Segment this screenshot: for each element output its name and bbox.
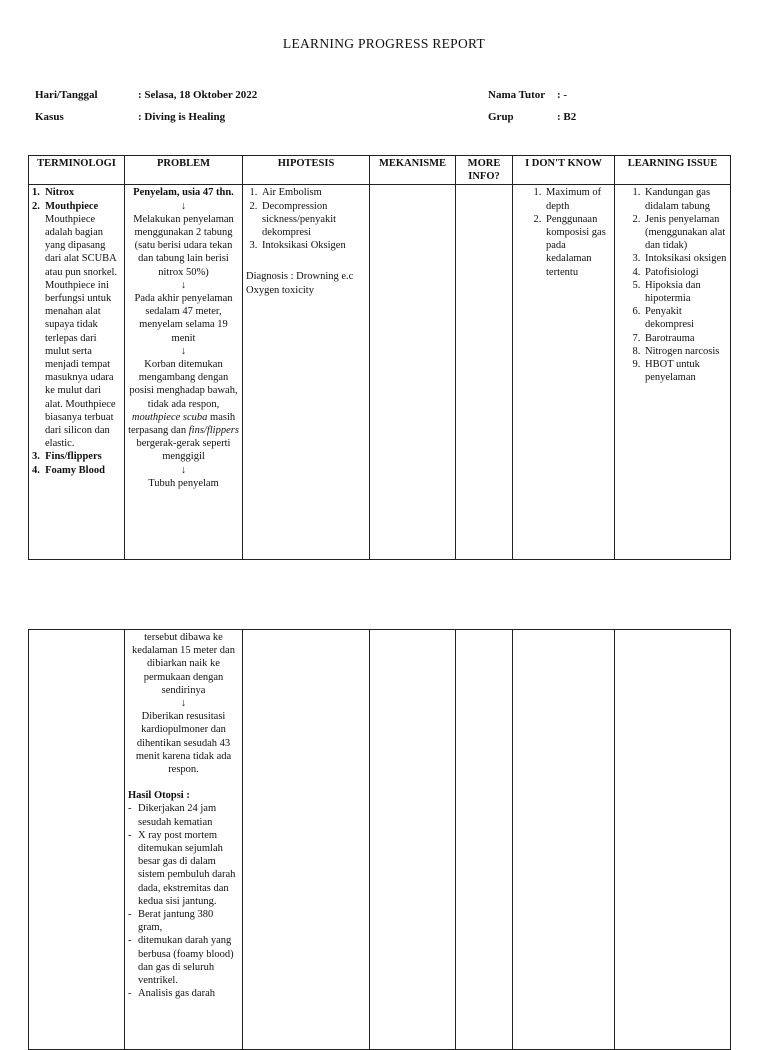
idk-item: 2. Penggunaan komposisi gas pada kedalaman tertentu bbox=[544, 213, 611, 279]
term-foamy-blood: Foamy Blood bbox=[45, 464, 105, 476]
group-label: Grup bbox=[488, 111, 514, 123]
term-mouthpiece: Mouthpiece bbox=[45, 200, 99, 212]
report-title: LEARNING PROGRESS REPORT bbox=[282, 36, 486, 51]
learning-issue-list bbox=[618, 186, 727, 384]
hipotesis-item: 2. Decompression sickness/penyakit dekompresi bbox=[260, 200, 366, 240]
hipotesis-item: 1. Air Embolism bbox=[260, 186, 366, 199]
arrow-down-icon: ↓ bbox=[180, 464, 187, 476]
learning-issue-item: 6. Penyakit dekompresi bbox=[643, 305, 727, 331]
idk-cell-cont bbox=[513, 630, 615, 1050]
header-more-info: MORE INFO? bbox=[456, 156, 513, 185]
mekanisme-cell-cont bbox=[370, 630, 456, 1050]
problem-cell bbox=[125, 185, 243, 560]
learning-issue-cell-cont bbox=[615, 630, 731, 1050]
header-problem: PROBLEM bbox=[125, 156, 243, 185]
case-value: : Diving is Healing bbox=[138, 111, 226, 123]
header-i-dont-know: I DON'T KNOW bbox=[513, 156, 615, 185]
header-mekanisme: MEKANISME bbox=[370, 156, 456, 185]
problem-5: Tubuh penyelam bbox=[148, 477, 219, 489]
case-label: Kasus bbox=[35, 111, 64, 123]
header-hipotesis: HIPOTESIS bbox=[243, 156, 370, 185]
header-terminologi: TERMINOLOGI bbox=[29, 156, 125, 185]
progress-table-page-1 bbox=[28, 155, 731, 560]
problem-2: Melakukan penyelaman menggunakan 2 tabung (satu berisi udara tekan dan tabung lain berisi nitrox 50%) bbox=[133, 213, 234, 278]
autopsy-list bbox=[128, 802, 239, 1000]
learning-issue-item: 1. Kandungan gas didalam tabung bbox=[643, 186, 727, 212]
day-label: Hari/Tanggal bbox=[35, 89, 98, 101]
autopsy-item: - Berat jantung 380 gram, bbox=[128, 908, 239, 934]
autopsy-item: - ditemukan darah yang berbusa (foamy blood) dan gas di seluruh ventrikel. bbox=[128, 934, 239, 987]
diagnosis-text: Diagnosis : Drowning e.c Oxygen toxicity bbox=[246, 271, 354, 296]
term-fins: Fins/flippers bbox=[45, 451, 102, 463]
learning-issue-item: 2. Jenis penyelaman (menggunakan alat dan tidak) bbox=[643, 213, 727, 253]
learning-issue-item: 5. Hipoksia dan hipotermia bbox=[643, 279, 727, 305]
problem-1: Penyelam, usia 47 thn. bbox=[133, 187, 234, 199]
idk-list bbox=[516, 186, 611, 278]
learning-issue-item: 3. Intoksikasi oksigen bbox=[643, 252, 727, 265]
problem-cell-cont bbox=[125, 630, 243, 1050]
tutor-label: Nama Tutor bbox=[488, 89, 546, 101]
learning-issue-item: 8. Nitrogen narcosis bbox=[643, 345, 727, 358]
arrow-down-icon: ↓ bbox=[180, 279, 187, 291]
problem-5-cont: tersebut dibawa ke kedalaman 15 meter dan dibiarkan naik ke permukaan dengan sendirinya bbox=[132, 632, 235, 696]
hipotesis-cell-cont bbox=[243, 630, 370, 1050]
learning-issue-item: 9. HBOT untuk penyelaman bbox=[643, 358, 727, 384]
idk-cell bbox=[513, 185, 615, 560]
autopsy-item: - Analisis gas darah bbox=[128, 987, 239, 1000]
problem-4: Korban ditemukan mengambang dengan posisi menghadap bawah, tidak ada respon, mouthpiece scuba masih terpasang dan fins/flippers bergerak-gerak seperti menggigil bbox=[128, 359, 239, 463]
learning-issue-cell bbox=[615, 185, 731, 560]
terminologi-cell-cont bbox=[29, 630, 125, 1050]
arrow-down-icon: ↓ bbox=[180, 345, 187, 357]
hipotesis-list bbox=[246, 186, 366, 252]
mekanisme-cell bbox=[370, 185, 456, 560]
more-info-cell bbox=[456, 185, 513, 560]
autopsy-item: - X ray post mortem ditemukan sejumlah besar gas di dalam sistem pembuluh darah dada, ekstremitas dan kedua sisi jantung. bbox=[128, 829, 239, 908]
term-mouthpiece-desc: Mouthpiece adalah bagian yang dipasang dari alat SCUBA atau pun snorkel. Mouthpiece ini berfungsi untuk menahan alat supaya tidak terlepas dari mulut serta menjadi tempat masuknya udara ke mulut dari alat. Mouthpiece biasanya terbuat dari silicon dan elastic. bbox=[45, 213, 118, 450]
autopsy-title: Hasil Otopsi : bbox=[128, 790, 190, 802]
arrow-down-icon: ↓ bbox=[180, 200, 187, 212]
day-value: : Selasa, 18 Oktober 2022 bbox=[138, 89, 258, 101]
arrow-down-icon: ↓ bbox=[180, 698, 187, 710]
learning-issue-item: 4. Patofisiologi bbox=[643, 266, 727, 279]
tutor-value: : - bbox=[557, 89, 568, 101]
hipotesis-item: 3. Intoksikasi Oksigen bbox=[260, 239, 366, 252]
term-nitrox: Nitrox bbox=[45, 187, 75, 199]
idk-item: 1. Maximum of depth bbox=[544, 186, 611, 212]
problem-6: Diberikan resusitasi kardiopulmoner dan dihentikan sesudah 43 menit karena tidak ada respon. bbox=[135, 711, 232, 776]
more-info-cell-cont bbox=[456, 630, 513, 1050]
autopsy-item: - Dikerjakan 24 jam sesudah kematian bbox=[128, 802, 239, 828]
learning-issue-item: 7. Barotrauma bbox=[643, 332, 727, 345]
hipotesis-cell bbox=[243, 185, 370, 560]
progress-table-page-2 bbox=[28, 629, 731, 1050]
header-learning-issue: LEARNING ISSUE bbox=[615, 156, 731, 185]
problem-3: Pada akhir penyelaman sedalam 47 meter, menyelam selama 19 menit bbox=[134, 293, 233, 344]
group-value: : B2 bbox=[557, 111, 577, 123]
terminologi-cell: 1. Nitrox 2. Mouthpiece Mouthpiece adalah bagian yang dipasang dari alat SCUBA atau pun snorkel. Mouthpiece ini berfungsi untuk menahan alat supaya tidak terlepas dari mulut serta menjadi tempat masuknya udara ke mulut dari alat. Mouthpiece biasanya terbuat dari silicon dan elastic. 3. Fins/flippers 4. Foamy Blood bbox=[29, 185, 125, 560]
